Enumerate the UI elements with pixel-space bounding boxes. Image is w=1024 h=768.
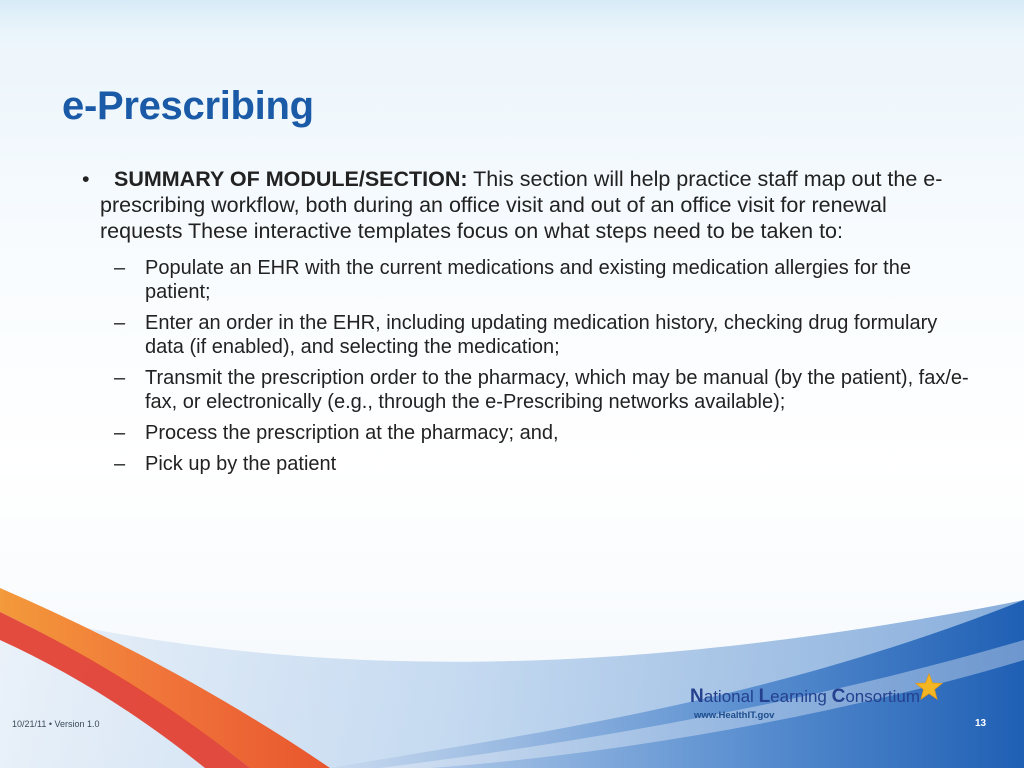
dash-icon: – (114, 367, 126, 389)
logo-url: www.HealthIT.gov (694, 710, 775, 721)
list-item-text: Transmit the prescription order to the pharmacy, which may be manual (by the patient), fax/e-fax, or electronically (e.g., through the e-Prescribing networks available); (145, 367, 969, 413)
slide-title: e-Prescribing (62, 84, 314, 128)
list-item-text: Populate an EHR with the current medications and existing medication allergies for the patient; (145, 257, 911, 303)
summary-bullet (84, 166, 974, 244)
list-item-text: Process the prescription at the pharmacy; and, (145, 422, 559, 444)
list-item (84, 452, 974, 476)
list-item (84, 366, 974, 414)
dash-icon: – (114, 257, 126, 279)
star-icon (914, 672, 944, 702)
page-number: 13 (975, 718, 987, 729)
dash-icon: – (114, 422, 126, 444)
footer-date-version: 10/21/11 • Version 1.0 (12, 719, 100, 729)
slide-body (84, 166, 974, 483)
summary-lead: SUMMARY OF MODULE/SECTION: (114, 167, 468, 191)
logo-initial-l: L (758, 686, 771, 707)
list-item (84, 421, 974, 445)
list-item (84, 311, 974, 359)
logo-initial-n: N (690, 686, 704, 707)
list-item-text: Pick up by the patient (145, 453, 337, 475)
logo-word-1: ational (703, 687, 759, 706)
logo-word-2: earning (770, 687, 832, 706)
logo-name (690, 686, 920, 708)
bullet-dot-icon: • (82, 167, 90, 191)
step-list (84, 256, 974, 476)
logo-word-3: onsortium (845, 687, 920, 706)
list-item (84, 256, 974, 304)
dash-icon: – (114, 453, 126, 475)
list-item-text: Enter an order in the EHR, including updating medication history, checking drug formulary data (if enabled), and selecting the medication; (145, 312, 938, 358)
dash-icon: – (114, 312, 126, 334)
consortium-logo (690, 672, 950, 724)
summary-text: This section will help practice staff map out the e-prescribing workflow, both during an office visit and out of an office visit for renewal requests These interactive templates focus on what steps need to be taken to: (100, 167, 943, 243)
logo-initial-c: C (831, 686, 846, 707)
